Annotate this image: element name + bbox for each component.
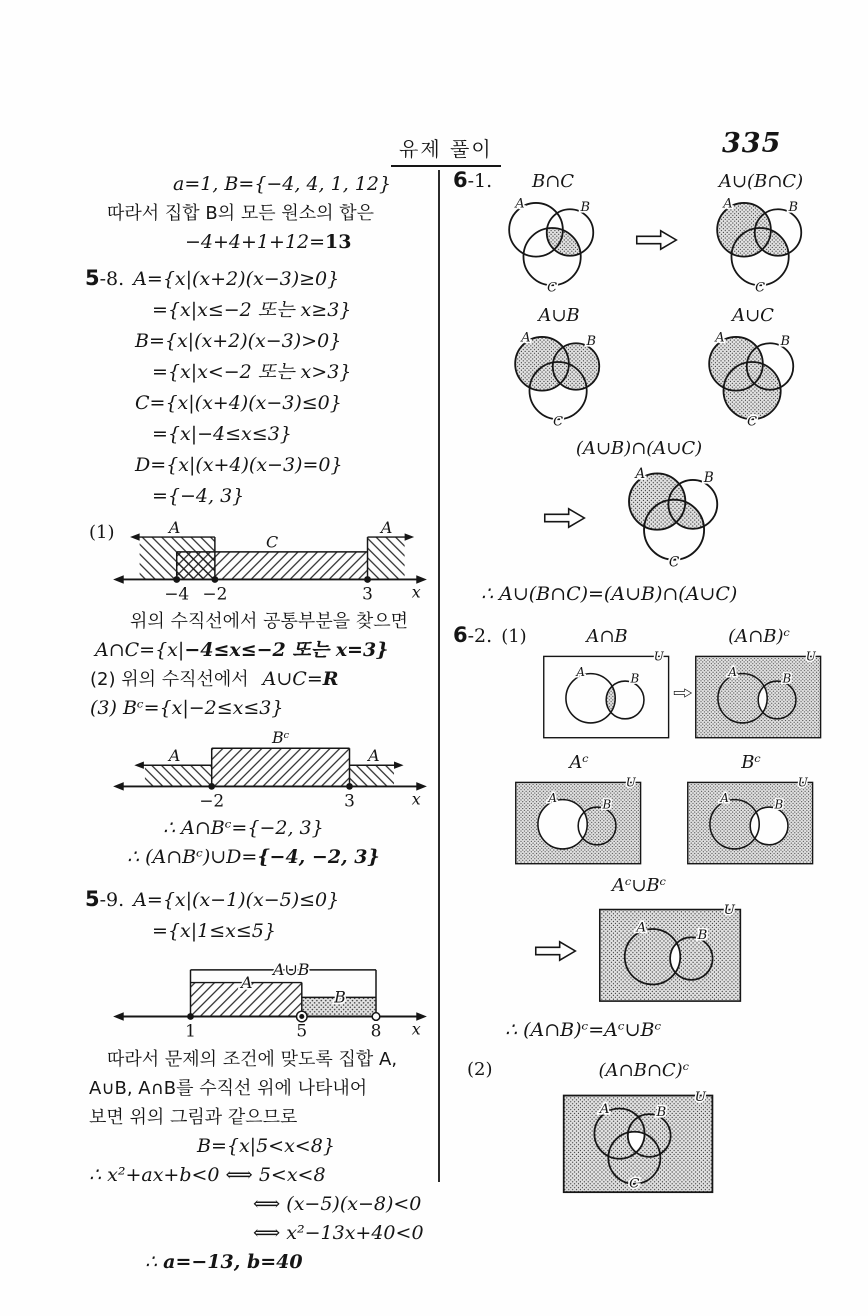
circle-b-label: B — [602, 797, 612, 812]
universe-label: U — [653, 649, 664, 664]
demorgan-union-label: Aᶜ∪Bᶜ — [612, 875, 666, 896]
final-answer: ∴ a=−13, b=40 — [145, 1251, 303, 1273]
a-intersect-c-result: A∩C={x|−4≤x≤−2 또는 x=3} — [95, 639, 389, 661]
circle-a-label: A — [715, 330, 725, 346]
numberline-diagram-2 — [83, 729, 435, 812]
region-a-label: A — [240, 972, 253, 992]
venn-row-complements — [453, 751, 825, 867]
tick-minus2: −2 — [199, 790, 225, 811]
circle-b-label: B — [782, 671, 792, 686]
left-column — [85, 170, 435, 1277]
region-a-label: A — [368, 745, 380, 765]
problem-5-9-heading: 5-9. A={x|(x−1)(x−5)≤0} — [85, 887, 340, 911]
venn-title: Aᶜ — [569, 752, 589, 773]
paragraph-line: A∪B, A∩B를 수직선 위에 나타내어 — [89, 1078, 368, 1099]
venn-title: B∩C — [531, 171, 575, 192]
circle-a-label: A — [720, 791, 730, 806]
circle-a-label: A — [636, 920, 647, 936]
column-divider — [438, 170, 440, 1182]
venn-title: (A∩B∩C)ᶜ — [598, 1060, 690, 1081]
venn-title: A∪C — [732, 305, 774, 326]
tick-3: 3 — [362, 583, 373, 604]
universe-label: U — [625, 775, 636, 790]
tick-minus2: −2 — [202, 583, 228, 604]
set-line: ={x|x<−2 또는 x>3} — [152, 361, 352, 383]
venn-a-union-b-intersect-c — [703, 194, 819, 296]
circle-c-label: C — [553, 414, 564, 430]
problem-6-2-heading: 6-2. (1) — [453, 623, 527, 647]
set-line: ={x|1≤x≤5} — [152, 920, 276, 942]
venn-row-unions — [453, 304, 825, 430]
venn-stack-a-union-c — [695, 304, 811, 430]
circle-a-label: A — [576, 665, 586, 680]
venn-stack-a-union-b — [501, 304, 617, 430]
problem-suffix: -9. — [99, 889, 125, 911]
region-a-right — [368, 537, 405, 579]
tick-8: 8 — [370, 1020, 382, 1041]
venn-title: (A∩B)ᶜ — [728, 626, 790, 647]
circle-a-label: A — [635, 466, 646, 483]
circle-a-label: A — [728, 665, 738, 680]
region-a-left — [145, 765, 212, 786]
region-bc-label: Bᶜ — [271, 729, 290, 747]
circle-a-label: A — [599, 1101, 610, 1118]
tick-3: 3 — [344, 790, 355, 811]
circle-b-label: B — [580, 200, 590, 215]
intro-line-2: 따라서 집합 B의 모든 원소의 합은 — [107, 203, 374, 224]
circle-a-label: A — [548, 791, 558, 806]
circle-b-label: B — [703, 469, 714, 486]
venn-a-union-b — [501, 328, 617, 430]
venn-stack-b-complement — [685, 751, 817, 867]
region-a-label: A — [380, 520, 393, 537]
implies-arrow-icon — [634, 228, 680, 252]
venn-row-triple-complement — [453, 1087, 825, 1197]
numberline-diagram-3 — [83, 955, 435, 1043]
venn-stack-a-union-b-intersect-c — [703, 170, 819, 296]
universe-label: U — [723, 903, 735, 919]
equation-2: ⟺ (x−5)(x−8)<0 — [253, 1193, 422, 1215]
numberline-3-svg — [111, 955, 429, 1043]
conclusion-6-2: ∴ (A∩B)ᶜ=Aᶜ∪Bᶜ — [505, 1019, 662, 1041]
set-line: D={x|(x+4)(x−3)=0} — [135, 454, 343, 476]
venn-row-demorgan-result — [453, 901, 825, 1005]
region-a-label: A — [168, 520, 181, 537]
axis-label: x — [411, 582, 421, 602]
circle-b-label: B — [630, 671, 640, 686]
venn-distributive-result — [614, 464, 736, 571]
circle-a-label: A — [521, 330, 531, 346]
circle-b-label: B — [697, 928, 708, 944]
problem-6-1 — [453, 170, 825, 296]
problem-6-2 — [453, 625, 825, 741]
venn-b-complement — [685, 775, 817, 867]
circle-c-label: C — [747, 414, 758, 430]
problem-number: 5 — [85, 266, 100, 290]
set-line: ={−4, 3} — [152, 485, 245, 507]
region-a-right — [350, 765, 395, 786]
universe-label: U — [694, 1089, 707, 1106]
tick-minus4: −4 — [164, 583, 190, 604]
venn-title: A∩B — [586, 626, 628, 647]
part-2-row — [453, 1059, 825, 1083]
circle-b-label: B — [586, 334, 596, 349]
venn-a-intersect-b — [541, 649, 673, 741]
universe-label: U — [805, 649, 816, 664]
find-common-text: 위의 수직선에서 공통부분을 찾으면 — [130, 611, 408, 632]
page-header-title: 유제 풀이 — [391, 133, 501, 167]
venn-stack-b-intersect-c — [495, 170, 611, 296]
circle-b-label: B — [780, 334, 790, 349]
universe-label: U — [797, 775, 808, 790]
set-line: C={x|(x+4)(x−3)≤0} — [135, 392, 342, 414]
set-line: ={x|x≤−2 또는 x≥3} — [152, 299, 352, 321]
problem-5-9 — [85, 884, 435, 1277]
venn-a-complement-union-b-complement — [597, 901, 745, 1005]
part-2-label: (2) — [467, 1059, 493, 1080]
venn-stack-a-intersect-b-complement — [693, 625, 825, 741]
circle-a-label: A — [515, 196, 525, 212]
conclusion-6-1: ∴ A∪(B∩C)=(A∪B)∩(A∪C) — [481, 583, 738, 605]
region-b-complement — [212, 748, 350, 786]
venn-b-intersect-c — [495, 194, 611, 296]
implies-arrow-icon — [542, 506, 588, 530]
venn-stack-a-complement — [513, 751, 645, 867]
venn-a-b-c-intersect-complement — [560, 1087, 718, 1197]
region-a-label: A — [168, 745, 181, 765]
circle-c-label: C — [668, 554, 680, 571]
conclusion-2: ∴ (A∩Bᶜ)∪D={−4, −2, 3} — [127, 846, 380, 868]
venn-a-complement — [513, 775, 645, 867]
circle-b-label: B — [656, 1103, 667, 1120]
axis-label: x — [411, 789, 421, 809]
implies-arrow-icon — [533, 939, 579, 963]
problem-5-8-heading: 5-8. A={x|(x+2)(x−3)≥0} — [85, 266, 340, 290]
venn-stack-a-intersect-b — [541, 625, 673, 741]
circle-c-label: C — [629, 1175, 640, 1192]
paragraph-line: 따라서 문제의 조건에 맞도록 집합 A, — [107, 1049, 398, 1070]
tick-5: 5 — [296, 1020, 308, 1041]
union-bracket-label: A∪B — [272, 960, 310, 980]
problem-5-8 — [85, 263, 435, 872]
distributive-label: (A∪B)∩(A∪C) — [575, 438, 703, 459]
venn-a-intersect-b-complement — [693, 649, 825, 741]
circle-b-label: B — [774, 797, 784, 812]
equation-3: ⟺ x²−13x+40<0 — [253, 1222, 424, 1244]
region-b-label: B — [334, 987, 346, 1007]
problem-6-1-heading: 6-1. — [453, 168, 493, 192]
set-line: B={x|(x+2)(x−3)>0} — [135, 330, 342, 352]
equation-1: ∴ x²+ax+b<0 ⟺ 5<x<8 — [89, 1164, 326, 1186]
part-label: (1) — [89, 522, 115, 543]
intro-line-1: a=1, B={−4, 4, 1, 12} — [173, 173, 392, 195]
venn-row-result — [453, 464, 825, 571]
axis-label: x — [411, 1019, 421, 1039]
numberline-diagram-1 — [83, 520, 435, 605]
region-c-label: C — [266, 532, 279, 552]
circle-c-label: C — [755, 280, 766, 296]
intro-line-3: −4+4+1+12=13 — [185, 231, 352, 253]
part3-line: (3) Bᶜ={x|−2≤x≤3} — [90, 697, 284, 719]
circle-a-label: A — [723, 196, 733, 212]
right-column — [453, 170, 825, 1197]
problem-suffix: -8. — [99, 268, 125, 290]
circle-b-label: B — [788, 200, 798, 215]
venn-title: A∪(B∩C) — [718, 171, 804, 192]
numberline-2-svg — [111, 729, 429, 812]
venn-title: A∪B — [538, 305, 580, 326]
set-line: ={x|−4≤x≤3} — [152, 423, 292, 445]
venn-a-union-c — [695, 328, 811, 430]
venn-title: Bᶜ — [741, 752, 761, 773]
tick-1: 1 — [185, 1020, 196, 1041]
conclusion-1: ∴ A∩Bᶜ={−2, 3} — [163, 817, 324, 839]
b-set-result: B={x|5<x<8} — [197, 1135, 335, 1157]
region-overlap — [177, 552, 215, 580]
problem-number: 5 — [85, 887, 100, 911]
numberline-1-svg — [111, 520, 429, 605]
paragraph-line: 보면 위의 그림과 같으므로 — [89, 1107, 298, 1128]
page-number: 335 — [722, 128, 782, 159]
part2-line: (2) 위의 수직선에서 A∪C=R — [90, 668, 339, 690]
circle-c-label: C — [547, 280, 558, 296]
implies-arrow-icon — [673, 681, 693, 705]
